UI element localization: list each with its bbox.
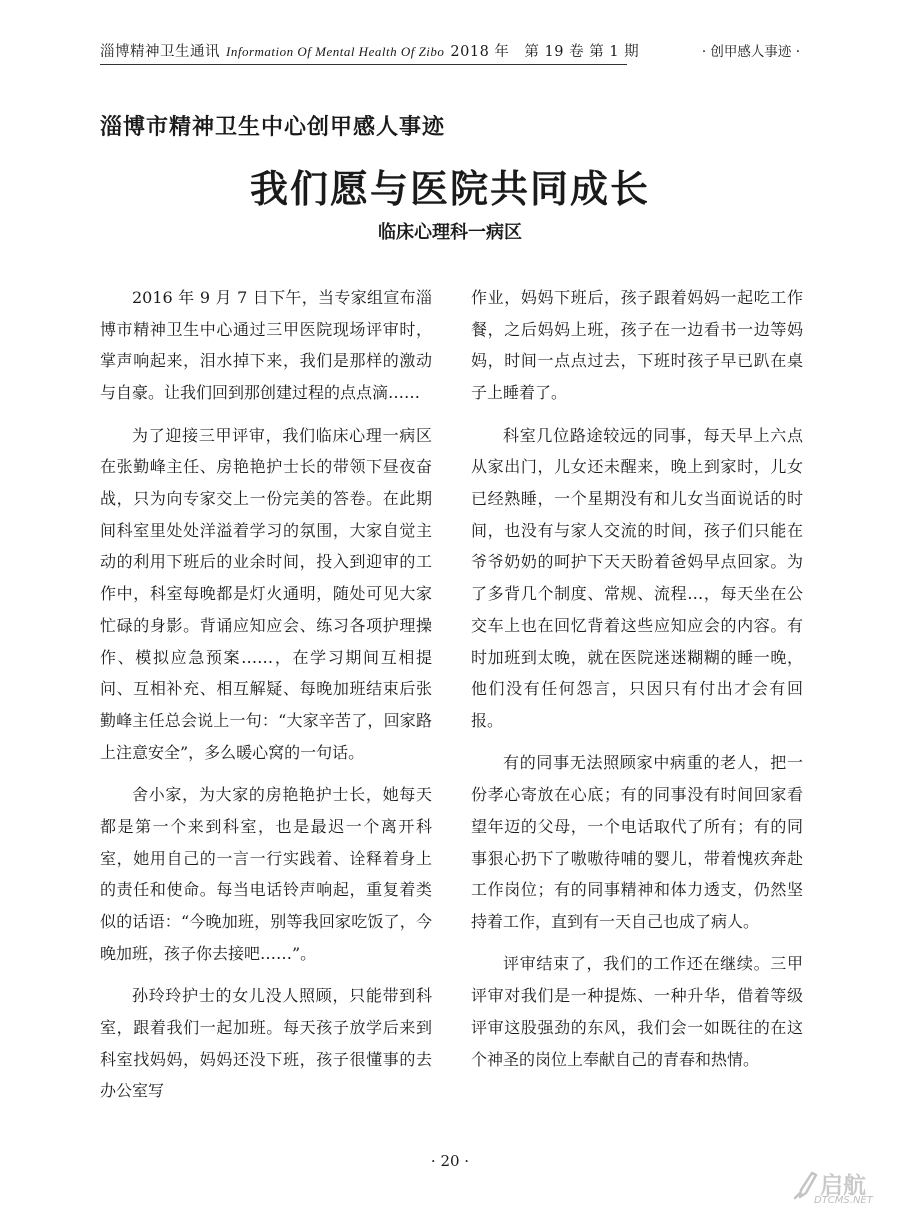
page-number: · 20 · xyxy=(430,1152,470,1170)
section-title: 淄博市精神卫生中心创甲感人事迹 xyxy=(100,114,446,140)
paragraph: 孙玲玲护士的女儿没人照顾，只能带到科室，跟着我们一起加班。每天孩子放学后来到科室找妈妈，妈妈还没下班，孩子很懂事的去办公室写 xyxy=(100,986,432,1101)
article-title: 我们愿与医院共同成长 xyxy=(249,166,650,211)
text-column-right xyxy=(471,282,803,1086)
column-label: · 创甲感人事迹 · xyxy=(701,44,800,60)
paragraph: 评审结束了，我们的工作还在继续。三甲评审对我们是一种提炼、一种升华，借着等级评审这股强劲的东风，我们会一如既往的在这个神圣的岗位上奉献自己的青春和热情。 xyxy=(471,954,803,1069)
watermark xyxy=(786,1165,886,1213)
header-divider xyxy=(100,64,627,65)
paragraph: 舍小家，为大家的房艳艳护士长，她每天都是第一个来到科室，也是最迟一个离开科室，她用自己的一言一行实践着、诠释着身上的责任和使命。每当电话铃声响起，重复着类似的话语：“今晚加班，别等我回家吃饭了，今晚加班，孩子你去接吧……”。 xyxy=(100,785,432,963)
paragraph: 科室几位路途较远的同事，每天早上六点从家出门，儿女还未醒来，晚上到家时，儿女已经熟睡，一个星期没有和儿女当面说话的时间，也没有与家人交流的时间，孩子们只能在爷爷奶奶的呵护下天天盼着爸妈早点回家。为了多背几个制度、常规、流程…，每天坐在公交车上也在回忆背着这些应知应会的内容。有时加班到太晚，就在医院迷迷糊糊的睡一晚，他们没有任何怨言，只因只有付出才会有回报。 xyxy=(471,425,803,730)
watermark-url: DTCMS.NET xyxy=(814,1195,873,1206)
journal-info xyxy=(100,40,639,61)
journal-name-en: Information Of Mental Health Of Zibo xyxy=(226,44,445,59)
paragraph: 2016 年 9 月 7 日下午，当专家组宣布淄博市精神卫生中心通过三甲医院现场评审时，掌声响起来，泪水掉下来，我们是那样的激动与自豪。让我们回到那创建过程的点点滴…… xyxy=(100,288,432,403)
article-byline: 临床心理科一病区 xyxy=(378,222,522,243)
running-header xyxy=(100,40,800,64)
text-column-left xyxy=(100,282,432,1118)
paragraph: 为了迎接三甲评审，我们临床心理一病区在张勤峰主任、房艳艳护士长的带领下昼夜奋战，只为向专家交上一份完美的答卷。在此期间科室里处处洋溢着学习的氛围，大家自觉主动的利用下班后的业余时间，投入到迎审的工作中，科室每晚都是灯火通明，随处可见大家忙碌的身影。背诵应知应会、练习各项护理操作、模拟应急预案……，在学习期间互相提问、互相补充、相互解疑、每晚加班结束后张勤峰主任总会说上一句：“大家辛苦了，回家路上注意安全”，多么暖心窝的一句话。 xyxy=(100,425,432,762)
paragraph-continued: 作业，妈妈下班后，孩子跟着妈妈一起吃工作餐，之后妈妈上班，孩子在一边看书一边等妈妈，时间一点点过去，下班时孩子早已趴在桌子上睡着了。 xyxy=(471,288,803,403)
watermark-brand: 启航 xyxy=(820,1173,866,1199)
paragraph: 有的同事无法照顾家中病重的老人，把一份孝心寄放在心底；有的同事没有时间回家看望年迈的父母，一个电话取代了所有；有的同事狠心扔下了嗷嗷待哺的婴儿，带着愧疚奔赴工作岗位；有的同事精神和体力透支，仍然坚持着工作，直到有一天自己也成了病人。 xyxy=(471,753,803,931)
journal-name-cn: 淄博精神卫生通讯 xyxy=(100,44,220,60)
journal-issue: 2018 年 第 19 卷 第 1 期 xyxy=(450,44,640,60)
